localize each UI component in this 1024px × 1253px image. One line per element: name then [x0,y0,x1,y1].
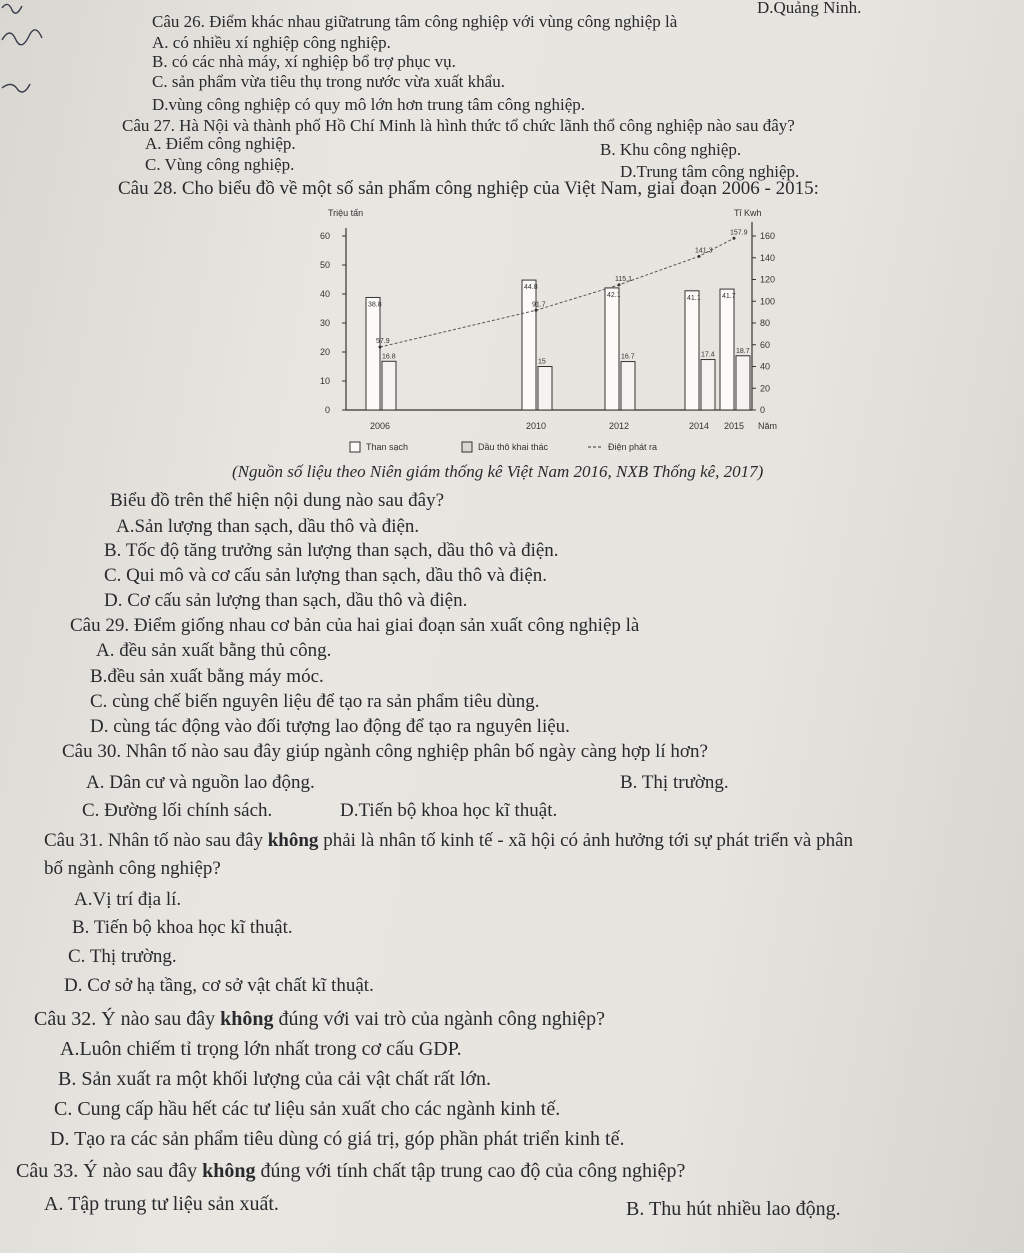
q26-option-c: C. sản phẩm vừa tiêu thụ trong nước vừa xuất khẩu. [152,72,505,91]
q29-option-b: B.đều sản xuất bằng máy móc. [90,666,324,687]
coal-value-label: 41.7 [722,293,736,301]
right-tick-label: 20 [760,383,771,394]
q29-option-c: C. cùng chế biến nguyên liệu để tạo ra sản phẩm tiêu dùng. [90,691,540,712]
right-tick-label: 0 [760,405,766,415]
left-tick-label: 0 [324,405,330,415]
x-tick-label: 2014 [688,421,710,431]
electricity-value-label: 141.3 [695,247,713,255]
q32-stem-bold: không [220,1008,274,1030]
q27-option-c: C. Vùng công nghiệp. [145,155,295,174]
legend-coal-label: Than sạch [366,442,409,452]
coal-bar [720,289,734,410]
x-tick-label: 2012 [608,421,630,431]
q31-stem-pre: Câu 31. Nhân tố nào sau đây [44,830,268,851]
q33-option-a: A. Tập trung tư liệu sản xuất. [44,1193,279,1215]
q28-question: Biểu đồ trên thể hiện nội dung nào sau đây? [110,490,445,511]
q30-stem: Câu 30. Nhân tố nào sau đây giúp ngành công nghiệp phân bố ngày càng hợp lí hơn? [62,741,708,762]
q29-stem: Câu 29. Điểm giống nhau cơ bản của hai giai đoạn sản xuất công nghiệp là [70,615,640,636]
q31-option-a: A.Vị trí địa lí. [74,889,182,910]
electricity-point [733,237,736,240]
handwriting-marks [0,0,110,120]
q31-option-b: B. Tiến bộ khoa học kĩ thuật. [72,917,293,938]
oil-value-label: 16.7 [621,353,635,361]
q29-option-d: D. cùng tác động vào đối tượng lao động để tạo ra nguyên liệu. [90,716,570,737]
industrial-products-chart [300,200,800,462]
q33-stem-pre: Câu 33. Ý nào sau đây [16,1160,203,1182]
x-tick-label: 2006 [369,421,391,431]
left-tick-label: 30 [319,318,330,328]
q26-option-b: B. có các nhà máy, xí nghiệp bổ trợ phục vụ. [152,52,456,71]
q33-stem-bold: không [202,1160,256,1182]
q31-stem-line2: bố ngành công nghiệp? [44,858,221,879]
coal-value-label: 44.8 [524,284,538,292]
option-top-d: D.Quảng Ninh. [757,0,862,17]
oil-bar [382,361,396,410]
oil-bar [621,362,635,410]
q28-option-d: D. Cơ cấu sản lượng than sạch, dầu thô và điện. [104,590,468,611]
right-tick-label: 100 [760,296,776,307]
right-axis-title: Tỉ Kwh [734,208,762,218]
coal-bar [522,280,536,410]
right-tick-label: 80 [760,318,771,328]
electricity-value-label: 91.7 [532,301,546,309]
q28-option-c: C. Qui mô và cơ cấu sản lượng than sạch, dầu thô và điện. [104,565,548,586]
x-tick-label: 2010 [525,421,547,431]
q32-option-a: A.Luôn chiếm tỉ trọng lớn nhất trong cơ cấu GDP. [60,1038,462,1060]
right-tick-label: 40 [760,361,771,372]
oil-value-label: 18.7 [736,347,750,355]
x-axis-title: Năm [758,421,778,431]
electricity-line [380,238,734,347]
right-tick-label: 160 [760,231,776,241]
left-tick-label: 50 [319,260,330,270]
q33-stem-post: đúng với tính chất tập trung cao độ của công nghiệp? [255,1160,686,1182]
q29-option-a: A. đều sản xuất bằng thủ công. [96,640,332,661]
q27-option-d: D.Trung tâm công nghiệp. [620,162,800,181]
q26-option-a: A. có nhiều xí nghiệp công nghiệp. [152,33,391,52]
legend-electricity-label: Điện phát ra [608,442,658,452]
right-tick-label: 140 [760,252,776,263]
q31-stem-bold: không [267,830,319,851]
coal-value-label: 42.1 [607,291,621,299]
left-tick-label: 40 [319,289,330,299]
q26-option-d: D.vùng công nghiệp có quy mô lớn hơn trung tâm công nghiệp. [152,95,586,114]
oil-value-label: 17.4 [701,351,715,359]
q30-option-d: D.Tiến bộ khoa học kĩ thuật. [340,800,558,821]
coal-value-label: 41.1 [687,294,701,302]
q32-option-c: C. Cung cấp hầu hết các tư liệu sản xuất cho các ngành kinh tế. [54,1098,561,1120]
legend-oil-swatch [462,442,472,452]
electricity-value-label: 57.9 [376,338,390,346]
q28-option-a: A.Sản lượng than sạch, dầu thô và điện. [116,516,420,537]
q33-stem [16,1160,685,1183]
q31-stem [44,830,853,852]
right-tick-label: 60 [760,339,771,350]
electricity-point [618,283,621,286]
oil-bar [538,367,552,411]
q32-option-d: D. Tạo ra các sản phẩm tiêu dùng có giá trị, góp phần phát triển kinh tế. [50,1128,625,1150]
electricity-point [379,346,382,349]
q31-option-c: C. Thị trường. [68,946,177,967]
q33-option-b: B. Thu hút nhiều lao động. [626,1198,841,1220]
electricity-point [535,309,538,312]
coal-bar [685,291,699,410]
electricity-value-label: 115.1 [615,275,632,283]
x-tick-label: 2015 [723,421,745,431]
left-tick-label: 20 [319,347,330,357]
q27-option-a: A. Điểm công nghiệp. [145,134,296,153]
right-tick-label: 120 [760,274,776,285]
q30-option-c: C. Đường lối chính sách. [82,800,273,821]
left-axis-title: Triệu tấn [328,208,364,218]
oil-bar [701,360,715,410]
q27-stem: Câu 27. Hà Nội và thành phố Hồ Chí Minh là hình thức tổ chức lãnh thổ công nghiệp nào sau đây? [122,116,795,135]
q31-option-d: D. Cơ sở hạ tầng, cơ sở vật chất kĩ thuật. [64,975,374,996]
electricity-value-label: 157.9 [730,229,748,237]
q32-stem-pre: Câu 32. Ý nào sau đây [34,1008,221,1030]
q26-stem-text: Câu 26. Điểm khác nhau giữatrung tâm công nghiệp với vùng công nghiệp là [152,12,678,31]
q32-option-b: B. Sản xuất ra một khối lượng của cải vật chất rất lớn. [58,1068,491,1090]
left-tick-label: 60 [319,231,330,241]
q30-option-a: A. Dân cư và nguồn lao động. [86,772,315,793]
q28-option-b: B. Tốc độ tăng trưởng sản lượng than sạch, dầu thô và điện. [104,540,559,561]
left-tick-label: 10 [319,376,330,386]
q27-option-b: B. Khu công nghiệp. [600,140,742,159]
electricity-point [698,255,701,258]
legend-coal-swatch [350,442,360,452]
oil-bar [736,356,750,410]
q31-stem-post: phải là nhân tố kinh tế - xã hội có ảnh hưởng tới sự phát triển và phân [318,830,854,851]
coal-bar [605,288,619,410]
q30-option-b: B. Thị trường. [620,772,729,793]
coal-value-label: 38.8 [368,301,382,309]
q28-stem: Câu 28. Cho biểu đồ về một số sản phẩm công nghiệp của Việt Nam, giai đoạn 2006 - 2015: [118,178,819,199]
q32-stem [34,1008,605,1031]
oil-value-label: 16.8 [382,353,396,361]
coal-bar [366,297,380,410]
oil-value-label: 15 [538,358,546,366]
q32-stem-post: đúng với vai trò của ngành công nghiệp? [273,1008,606,1030]
chart-source: (Nguồn số liệu theo Niên giám thống kê Việt Nam 2016, NXB Thống kê, 2017) [232,462,764,481]
legend-oil-label: Dầu thô khai thác [478,442,549,452]
q26-stem [152,12,677,32]
